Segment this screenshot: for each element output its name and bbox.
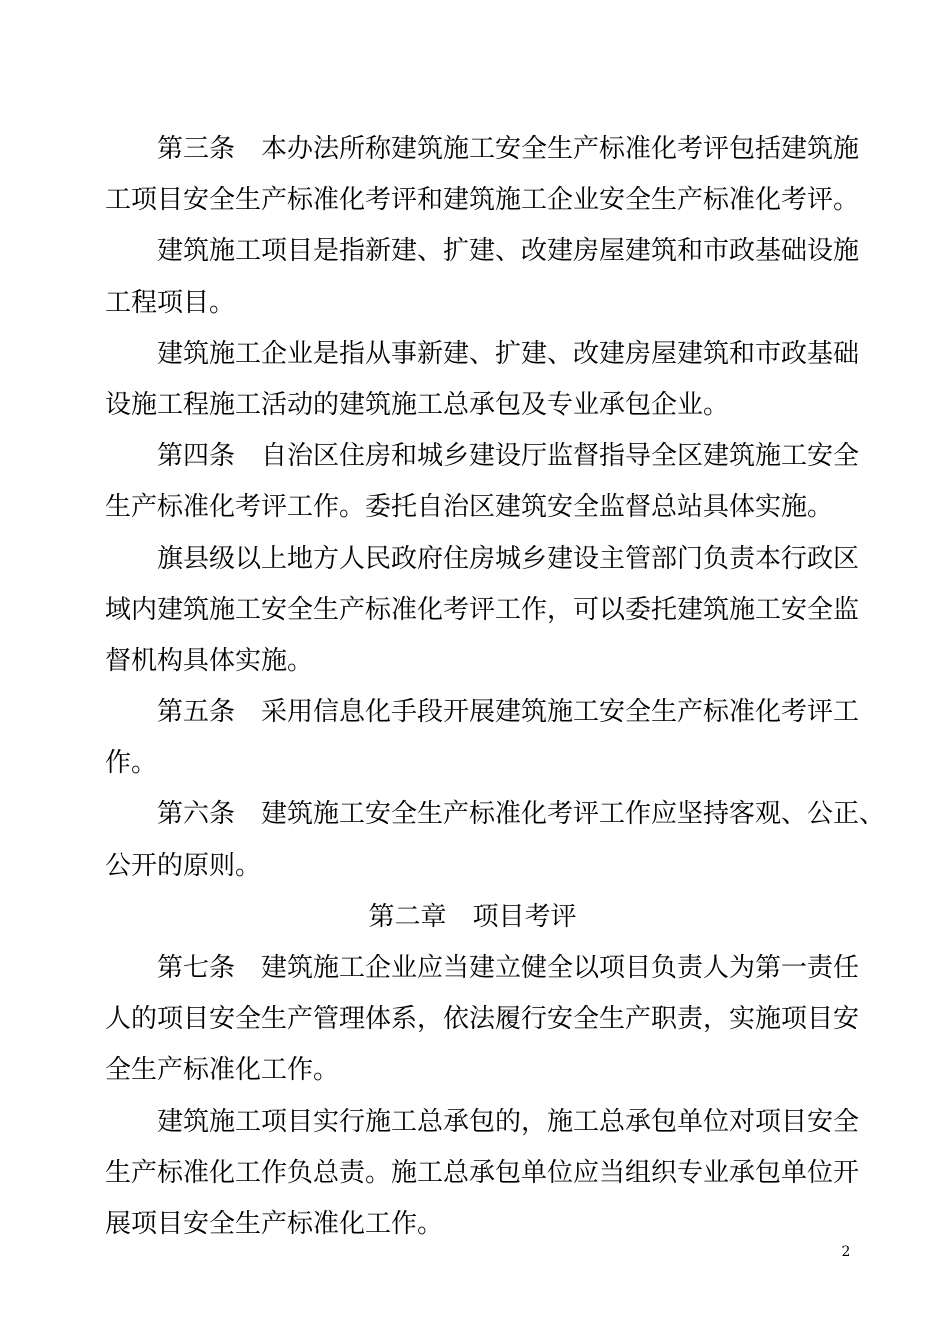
article-7-line-3: 全生产标准化工作。	[105, 1055, 340, 1086]
county-level-line-2: 域内建筑施工安全生产标准化考评工作，可以委托建筑施工安全监	[105, 594, 860, 625]
article-4-line-1: 第四条 自治区住房和城乡建设厅监督指导全区建筑施工安全	[157, 441, 860, 472]
general-contract-line-2: 生产标准化工作负总责。施工总承包单位应当组织专业承包单位开	[105, 1157, 860, 1188]
project-definition-line-1: 建筑施工项目是指新建、扩建、改建房屋建筑和市政基础设施	[157, 236, 860, 267]
enterprise-definition-line-2: 设施工程施工活动的建筑施工总承包及专业承包企业。	[105, 389, 730, 420]
chapter-2-heading: 第二章 项目考评	[368, 901, 577, 932]
county-level-line-1: 旗县级以上地方人民政府住房城乡建设主管部门负责本行政区	[157, 543, 860, 574]
page-number: 2	[841, 1244, 851, 1260]
article-7-line-1: 第七条 建筑施工企业应当建立健全以项目负责人为第一责任	[157, 953, 860, 983]
article-3-line-1: 第三条 本办法所称建筑施工安全生产标准化考评包括建筑施	[157, 134, 860, 164]
article-7-line-2: 人的项目安全生产管理体系，依法履行安全生产职责，实施项目安	[105, 1004, 860, 1035]
document-body	[105, 124, 886, 1250]
general-contract-line-3: 展项目安全生产标准化工作。	[105, 1208, 444, 1239]
enterprise-definition-line-1: 建筑施工企业是指从事新建、扩建、改建房屋建筑和市政基础	[157, 338, 860, 369]
article-6-line-2: 公开的原则。	[105, 850, 262, 881]
article-3-line-2: 工项目安全生产标准化考评和建筑施工企业安全生产标准化考评。	[105, 185, 860, 216]
article-5-line-1: 第五条 采用信息化手段开展建筑施工安全生产标准化考评工	[157, 697, 860, 728]
article-6-line-1: 第六条 建筑施工安全生产标准化考评工作应坚持客观、公正、	[157, 799, 886, 830]
county-level-line-3: 督机构具体实施。	[105, 645, 314, 676]
project-definition-line-2: 工程项目。	[105, 287, 236, 318]
article-5-line-2: 作。	[105, 748, 158, 779]
general-contract-line-1: 建筑施工项目实行施工总承包的，施工总承包单位对项目安全	[157, 1106, 860, 1137]
article-4-line-2: 生产标准化考评工作。委托自治区建筑安全监督总站具体实施。	[105, 492, 834, 523]
